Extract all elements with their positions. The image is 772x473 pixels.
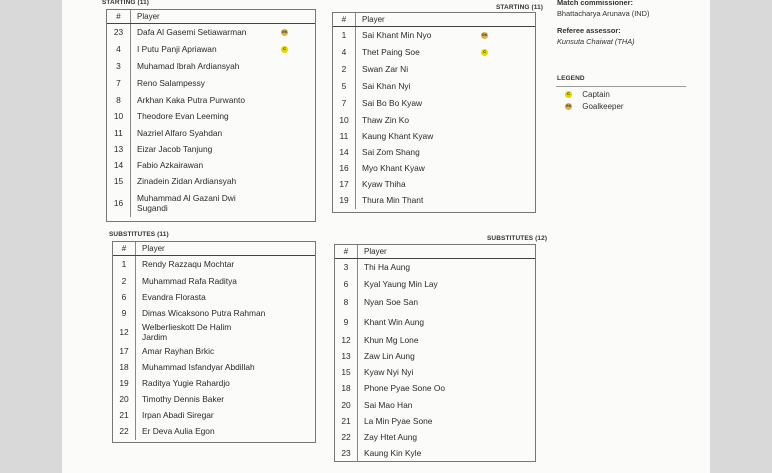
shirt-number: 9 (113, 305, 136, 322)
player-name: Khant Win Aung (364, 316, 425, 327)
player-cell (136, 322, 316, 343)
player-cell (358, 429, 536, 445)
shirt-number: 22 (113, 423, 136, 440)
player-cell (358, 312, 536, 332)
player-row (333, 160, 535, 176)
shirt-number: 10 (107, 108, 131, 125)
shirt-number: 13 (107, 141, 131, 157)
player-cell (356, 44, 536, 61)
shirt-number: 6 (335, 276, 358, 292)
player-cell (356, 61, 536, 78)
player-cell (356, 128, 536, 144)
player-row (113, 256, 315, 273)
team-b-subs-label: SUBSTITUTES (12) (487, 235, 548, 242)
legend-title: LEGEND (557, 75, 585, 82)
shirt-number: 20 (335, 397, 358, 413)
player-row (335, 364, 535, 380)
player-name: Myo Khant Kyaw (362, 162, 425, 173)
captain-badge-icon: C (481, 49, 488, 56)
player-cell (131, 108, 316, 125)
player-row (107, 58, 315, 75)
player-name: Kyal Yaung Min Lay (364, 278, 438, 289)
player-cell (131, 92, 316, 108)
player-row (113, 343, 315, 359)
player-name: Raditya Yugie Rahardjo (142, 377, 230, 388)
player-row (113, 407, 315, 423)
shirt-number: 7 (107, 75, 131, 92)
player-cell (136, 273, 316, 289)
player-row (113, 322, 315, 343)
player-name: Evandra Florasta (142, 291, 206, 302)
team-a-starting-table (107, 10, 315, 217)
commissioner-value: Bhattacharya Arunava (IND) (557, 9, 650, 18)
player-row (113, 391, 315, 407)
player-name: Timothy Dennis Baker (142, 393, 225, 404)
player-name: Zinadein Zidan Ardiansyah (137, 176, 237, 186)
player-row (333, 61, 535, 78)
player-name: Amar Rayhan Brkic (142, 345, 215, 356)
player-row (333, 144, 535, 160)
player-row (335, 276, 535, 292)
player-row (107, 190, 315, 217)
player-row (335, 292, 535, 312)
shirt-number: 18 (113, 359, 136, 375)
player-row (333, 95, 535, 112)
player-cell (358, 445, 536, 462)
player-name: Welberlieskott De Halim Jardim (142, 322, 232, 342)
player-row (113, 289, 315, 305)
shirt-number: 2 (113, 273, 136, 289)
player-row (335, 397, 535, 413)
shirt-number: 13 (335, 348, 358, 364)
shirt-number: 2 (333, 61, 356, 78)
player-cell (136, 343, 316, 359)
player-row (335, 429, 535, 445)
player-cell (356, 160, 536, 176)
player-cell (131, 58, 316, 75)
player-name: Muhammad Rafa Raditya (142, 275, 237, 286)
player-name: Dimas Wicaksono Putra Rahman (142, 308, 266, 318)
player-cell (356, 95, 536, 112)
player-cell (358, 348, 536, 364)
player-name: Sai Khant Min Nyo (362, 30, 432, 41)
table-header-row (113, 242, 315, 256)
player-cell (358, 276, 536, 292)
assessor-label: Referee assessor: (557, 26, 621, 35)
player-row (107, 108, 315, 125)
player-column-header: Player (358, 245, 536, 259)
player-row (333, 44, 535, 61)
shirt-number: 12 (335, 332, 358, 348)
player-cell (356, 176, 536, 192)
shirt-number: 18 (335, 380, 358, 397)
goalkeeper-badge-icon: GK (481, 32, 488, 37)
player-row (107, 41, 315, 58)
player-name: Sai Mao Han (364, 399, 413, 410)
player-name: Sai Khan Nyi (362, 81, 411, 91)
player-name: La Min Pyae Sone (364, 415, 433, 426)
shirt-number: 17 (333, 176, 356, 192)
legend-divider (556, 86, 686, 87)
shirt-number: 16 (107, 190, 131, 217)
player-cell (358, 364, 536, 380)
player-name: Muhamad Ibrah Ardiansyah (137, 61, 240, 71)
player-cell (136, 375, 316, 391)
team-a-subs-label: SUBSTITUTES (11) (109, 231, 169, 238)
player-name: I Putu Panji Apriawan (137, 44, 217, 54)
player-name: Er Deva Aulia Egon (142, 426, 215, 436)
shirt-number: 8 (335, 292, 358, 312)
team-a-starting-label: STARTING (11) (102, 0, 150, 6)
player-cell (358, 413, 536, 429)
player-row (335, 332, 535, 348)
player-cell (131, 41, 316, 58)
player-cell (358, 397, 536, 413)
player-name: Irpan Abadi Siregar (142, 409, 214, 420)
shirt-number: 19 (333, 192, 356, 209)
shirt-number: 10 (333, 112, 356, 128)
captain-badge-icon: C (281, 46, 288, 53)
player-cell (131, 157, 316, 173)
shirt-number: 23 (335, 445, 358, 462)
player-name: Reno Salampessy (137, 78, 205, 88)
shirt-number: 1 (113, 256, 136, 273)
team-b-starting-table (333, 13, 535, 209)
player-name: Theodore Evan Leeming (137, 111, 229, 121)
player-cell (136, 256, 316, 273)
player-name: Arkhan Kaka Putra Purwanto (137, 94, 246, 105)
goalkeeper-badge-icon: GK (281, 29, 288, 34)
player-cell (131, 190, 316, 217)
player-row (333, 27, 535, 44)
player-row (333, 78, 535, 95)
shirt-number: 19 (113, 375, 136, 391)
player-cell (131, 173, 316, 190)
player-name: Zay Htet Aung (364, 431, 418, 442)
player-row (333, 112, 535, 128)
commissioner-block (557, 0, 649, 18)
player-row (335, 259, 535, 276)
player-row (335, 348, 535, 364)
player-cell (358, 259, 536, 276)
player-cell (356, 78, 536, 95)
player-column-header: Player (131, 10, 316, 24)
player-row (107, 141, 315, 157)
player-row (113, 305, 315, 322)
player-row (107, 173, 315, 190)
shirt-number: 16 (333, 160, 356, 176)
player-cell (356, 27, 536, 44)
player-name: Muhammad Al Gazani Dwi Sugandi (137, 193, 236, 213)
player-name: Sai Zom Shang (362, 146, 420, 157)
assessor-block (557, 26, 635, 46)
player-row (107, 75, 315, 92)
player-name: Kaung Khant Kyaw (362, 130, 434, 141)
player-row (113, 359, 315, 375)
player-cell (358, 292, 536, 312)
player-row (113, 375, 315, 391)
player-name: Thet Paing Soe (362, 47, 420, 57)
player-cell (358, 332, 536, 348)
player-column-header: Player (136, 242, 316, 256)
player-cell (356, 192, 536, 209)
goalkeeper-legend-label: Goalkeeper (582, 102, 624, 111)
table-header-row (107, 10, 315, 24)
player-row (107, 157, 315, 173)
shirt-number: 8 (107, 92, 131, 108)
player-name: Nyan Soe San (364, 296, 419, 307)
shirt-number: 15 (335, 364, 358, 380)
player-cell (136, 391, 316, 407)
player-row (333, 176, 535, 192)
shirt-number: 12 (113, 322, 136, 343)
player-name: Kyaw Nyi Nyi (364, 366, 414, 377)
number-column-header: # (333, 13, 356, 27)
shirt-number: 6 (113, 289, 136, 305)
shirt-number: 22 (335, 429, 358, 445)
player-column-header: Player (356, 13, 536, 27)
player-cell (136, 359, 316, 375)
team-a-subs-table (113, 242, 315, 440)
shirt-number: 23 (107, 24, 131, 41)
legend-captain (565, 90, 610, 99)
player-name: Sai Bo Bo Kyaw (362, 98, 423, 108)
player-cell (136, 423, 316, 440)
player-name: Rendy Razzaqu Mochtar (142, 259, 235, 270)
player-row (335, 380, 535, 397)
player-name: Muhammad Isfandyar Abdillah (142, 361, 255, 372)
player-name: Khun Mg Lone (364, 334, 419, 345)
player-cell (136, 305, 316, 322)
table-header-row (333, 13, 535, 27)
captain-badge-icon: C (565, 91, 572, 98)
player-cell (131, 75, 316, 92)
player-name: Phone Pyae Sone Oo (364, 383, 446, 393)
team-b-subs-table (335, 245, 535, 462)
player-name: Dafa Al Gasemi Setiawarman (137, 27, 247, 38)
shirt-number: 4 (107, 41, 131, 58)
player-name: Thaw Zin Ko (362, 114, 410, 125)
shirt-number: 15 (107, 173, 131, 190)
player-cell (131, 24, 316, 41)
player-row (107, 92, 315, 108)
player-row (107, 24, 315, 41)
shirt-number: 14 (107, 157, 131, 173)
player-cell (136, 289, 316, 305)
player-row (107, 125, 315, 141)
player-name: Eizar Jacob Tanjung (137, 143, 213, 154)
player-row (333, 128, 535, 144)
player-name: Zaw Lin Aung (364, 350, 415, 361)
player-row (335, 445, 535, 462)
player-name: Kaung Kin Kyle (364, 448, 422, 458)
shirt-number: 17 (113, 343, 136, 359)
shirt-number: 1 (333, 27, 356, 44)
player-name: Thi Ha Aung (364, 262, 411, 273)
player-cell (356, 144, 536, 160)
legend-goalkeeper (565, 102, 624, 111)
shirt-number: 5 (333, 78, 356, 95)
player-name: Fabio Azkairawan (137, 159, 204, 170)
commissioner-label: Match commissioner: (557, 0, 633, 7)
player-cell (358, 380, 536, 397)
shirt-number: 14 (333, 144, 356, 160)
shirt-number: 4 (333, 44, 356, 61)
player-row (113, 423, 315, 440)
player-cell (356, 112, 536, 128)
player-row (335, 312, 535, 332)
shirt-number: 7 (333, 95, 356, 112)
assessor-value: Kunsuta Chaiwat (THA) (557, 37, 635, 46)
shirt-number: 11 (333, 128, 356, 144)
player-row (335, 413, 535, 429)
table-header-row (335, 245, 535, 259)
player-cell (131, 125, 316, 141)
goalkeeper-badge-icon: GK (565, 104, 572, 109)
shirt-number: 3 (335, 259, 358, 276)
number-column-header: # (335, 245, 358, 259)
player-name: Thura Min Thant (362, 195, 424, 205)
captain-legend-label: Captain (582, 90, 610, 99)
player-name: Kyaw Thiha (362, 178, 406, 189)
shirt-number: 21 (335, 413, 358, 429)
player-cell (131, 141, 316, 157)
shirt-number: 9 (335, 312, 358, 332)
shirt-number: 20 (113, 391, 136, 407)
shirt-number: 21 (113, 407, 136, 423)
number-column-header: # (113, 242, 136, 256)
player-row (113, 273, 315, 289)
player-row (333, 192, 535, 209)
player-cell (136, 407, 316, 423)
player-name: Swan Zar Ni (362, 64, 409, 74)
team-b-starting-label: STARTING (11) (496, 4, 544, 11)
number-column-header: # (107, 10, 131, 24)
player-name: Nazriel Alfaro Syahdan (137, 127, 223, 138)
shirt-number: 11 (107, 125, 131, 141)
shirt-number: 3 (107, 58, 131, 75)
